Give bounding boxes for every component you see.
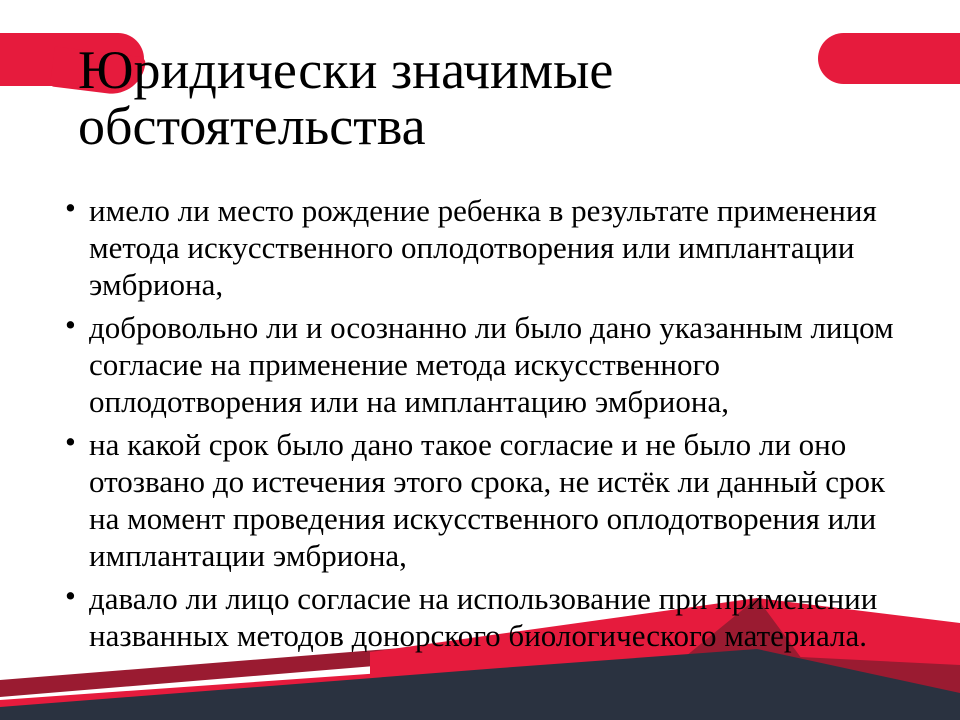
bullet-item xyxy=(62,580,910,654)
bullet-text: имело ли место рождение ребенка в результате применения метода искусственного оплодотворения или имплантации эмбриона, xyxy=(89,193,877,302)
bullet-text: добровольно ли и осознанно ли было дано указанным лицом согласие на применение метода искусственного оплодотворения или на имплантацию эмбриона, xyxy=(89,310,894,419)
bullet-text: на какой срок было дано такое согласие и не было ли оно отозвано до истечения этого срока, не истёк ли данный срок на момент проведения искусственного оплодотворения или имплантации эмбриона, xyxy=(89,427,886,573)
bullet-marker: • xyxy=(65,424,76,459)
ribbon-top-right-shape xyxy=(818,33,960,84)
bullet-marker: • xyxy=(65,578,76,613)
bullet-marker: • xyxy=(65,190,76,225)
bullet-item xyxy=(62,309,910,420)
bullet-item xyxy=(62,426,910,574)
bullet-list xyxy=(62,192,910,654)
bullet-item xyxy=(62,192,910,303)
bullet-marker: • xyxy=(65,307,76,342)
bullet-text: давало ли лицо согласие на использование при применении названных методов донорского биологического материала. xyxy=(89,581,878,653)
slide-title: Юридически значимые обстоятельства xyxy=(78,40,614,157)
slide-body xyxy=(62,192,910,660)
